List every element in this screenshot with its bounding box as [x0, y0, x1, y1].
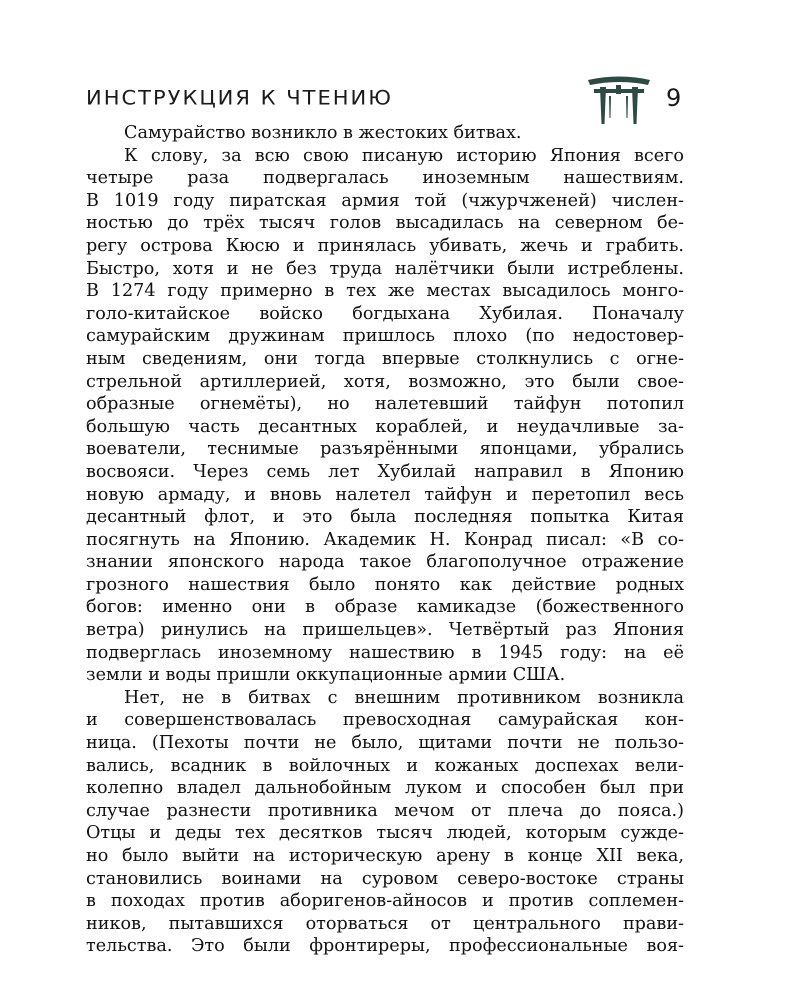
- text-line: подверглась иноземному нашествию в 1945 году: на её: [86, 642, 684, 663]
- text-line: посягнуть на Японию. Академик Н. Конрад писал: «В со-: [86, 529, 684, 550]
- text-line: стрельной артиллерией, хотя, возможно, это были свое-: [86, 371, 684, 392]
- text-line: ным сведениям, они тогда впервые столкнулись с огне-: [86, 348, 684, 369]
- text-line: десантный флот, и это была последняя попытка Китая: [86, 507, 684, 528]
- text-line: воеватели, теснимые разъярёнными японцами, убрались: [86, 439, 684, 460]
- text-line: Нет, не в битвах с внешним противником возникла: [124, 687, 684, 708]
- text-line: голо-китайское войско богдыхана Хубилая. Поначалу: [86, 303, 684, 324]
- text-line: случае разнести противника мечом от плеча до пояса.): [86, 800, 684, 821]
- text-line: ница. (Пехоты почти не было, щитами почти не пользо-: [86, 733, 684, 754]
- text-line: Отцы и деды тех десятков тысяч людей, которым сужде-: [86, 823, 684, 844]
- text-line: ностью до трёх тысяч голов высадилась на северном бе-: [86, 213, 684, 234]
- text-line: Самурайство возникло в жестоких битвах.: [124, 123, 522, 143]
- page-number: 9: [666, 84, 682, 112]
- text-line: в походах против аборигенов-айносов и против соплемен-: [86, 891, 684, 912]
- text-line: вались, всадник в войлочных и кожаных доспехах вели-: [86, 755, 684, 776]
- text-line: богов: именно они в образе камикадзе (божественного: [86, 597, 684, 618]
- text-line: грозного нашествия было понято как действие родных: [86, 574, 684, 595]
- text-line: большую часть десантных кораблей, и неудачливые за-: [86, 416, 684, 437]
- text-line: знании японского народа такое благополучное отражение: [86, 552, 684, 573]
- running-head-title: ИНСТРУКЦИЯ К ЧТЕНИЮ: [86, 86, 393, 110]
- text-line: восвояси. Через семь лет Хубилай направил в Японию: [86, 461, 684, 482]
- text-line: Быстро, хотя и не без труда налётчики были истреблены.: [86, 258, 684, 279]
- text-line: новую армаду, и вновь налетел тайфун и перетопил весь: [86, 484, 684, 505]
- text-line: но было выйти на историческую арену в конце XII века,: [86, 846, 684, 866]
- body-text: [86, 122, 684, 958]
- text-line: самурайским дружинам пришлось плохо (по недостовер-: [86, 326, 684, 347]
- torii-gate-icon: [586, 74, 652, 126]
- text-line: и совершенствовалась превосходная самурайская кон-: [86, 710, 684, 731]
- text-line: четыре раза подвергалась иноземным нашествиям.: [86, 168, 684, 189]
- text-line: образные огнемёты), но налетевший тайфун потопил: [86, 394, 684, 415]
- text-line: земли и воды пришли оккупационные армии США.: [86, 665, 566, 686]
- text-line: В 1019 году пиратская армия той (чжурчженей) числен-: [86, 190, 684, 211]
- text-line: В 1274 году примерно в тех же местах высадилось монго-: [86, 281, 684, 302]
- text-line: тельства. Это были фронтиреры, профессиональные воя-: [86, 936, 684, 957]
- text-line: ветра) ринулись на пришельцев». Четвёртый раз Япония: [86, 620, 684, 641]
- text-line: регу острова Кюсю и принялась убивать, жечь и грабить.: [86, 235, 684, 256]
- text-line: становились воинами на суровом северо-востоке страны: [86, 868, 684, 889]
- text-line: ников, пытавшихся оторваться от центрального прави-: [86, 913, 684, 934]
- text-line: колепно владел дальнобойным луком и способен был при: [86, 778, 684, 799]
- text-line: К слову, за всю свою писаную историю Япония всего: [124, 145, 684, 166]
